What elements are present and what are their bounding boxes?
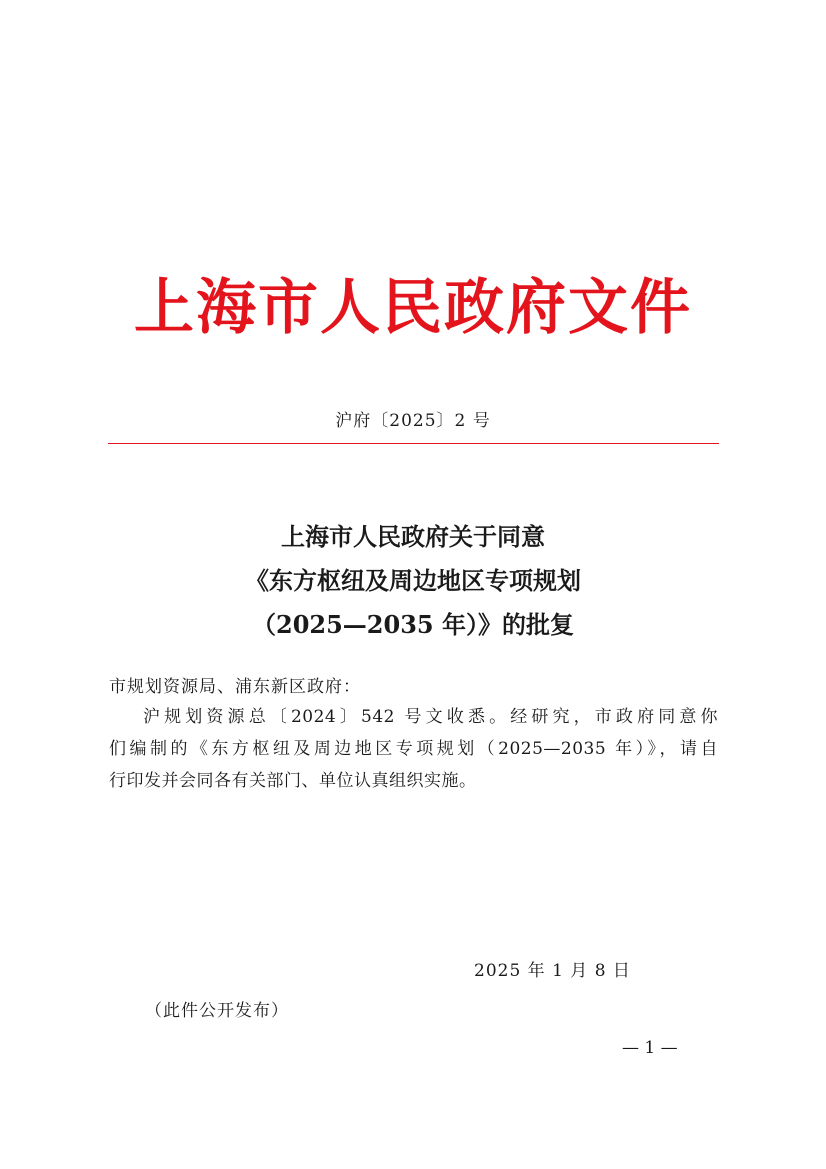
issue-date: 2025 年 1 月 8 日 (474, 961, 631, 981)
header-divider (108, 443, 719, 444)
document-title (0, 515, 826, 647)
publish-note: （此件公开发布） (145, 1001, 289, 1021)
body-line-2: 们编制的《东方枢纽及周边地区专项规划（2025—2035 年）》，请自 (109, 739, 718, 759)
document-title-line-1: 上海市人民政府关于同意 (281, 522, 545, 551)
document-number: 沪府〔2025〕2 号 (335, 411, 491, 431)
body-line-1: 沪规划资源总〔2024〕542 号文收悉。经研究，市政府同意你 (143, 707, 718, 727)
body-line-3: 行印发并会同各有关部门、单位认真组织实施。 (109, 771, 477, 791)
addressee: 市规划资源局、浦东新区政府： (109, 677, 361, 697)
body-paragraph (109, 701, 718, 797)
page-number: — 1 — (622, 1038, 678, 1058)
document-title-line-2: 《东方枢纽及周边地区专项规划 (245, 566, 581, 595)
document-header-title: 上海市人民政府文件 (134, 273, 692, 343)
document-title-line-3: （2025—2035 年）》的批复 (252, 610, 574, 639)
